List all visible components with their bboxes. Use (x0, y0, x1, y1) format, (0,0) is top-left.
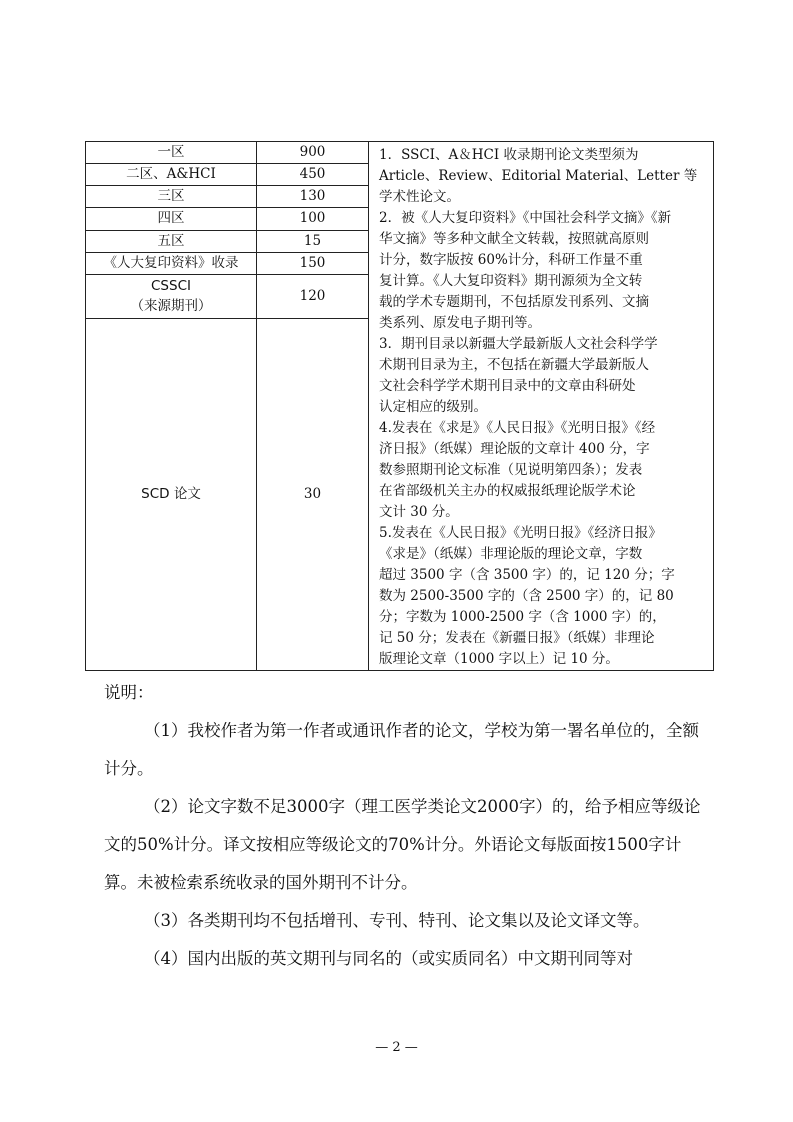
note-5: 5.发表在《人民日报》《光明日报》《经济日报》 《求是》（纸媒）非理论版的理论文章，字数 超过 3500 字（含 3500 字）的，记 120 分；字 数为 2500-3500 字的（含 2500 字）的，记 80 分；字数为 1000-2500 字（含 1000 字）的， 记 50 分；发表在《新疆日报》（纸媒）非理论 版理论文章（1000 字以上）记 10 分。 (379, 525, 675, 667)
score-cell: 15 (257, 230, 369, 252)
score-cell: 450 (257, 164, 369, 186)
explanation-item-1: （1）我校作者为第一作者或通讯作者的论文，学校为第一署名单位的，全额计分。 (104, 721, 699, 778)
score-cell: 120 (257, 274, 369, 318)
category-cell: 三区 (86, 186, 257, 208)
note-4: 4.发表在《求是》《人民日报》《光明日报》《经 济日报》（纸媒）理论版的文章计 400 分，字 数参照期刊论文标准（见说明第四条）；发表 在省部级机关主办的权威报纸理论版学术论 文计 30 分。 (379, 420, 656, 520)
explanation-item-2: （2）论文字数不足3000字（理工医学类论文2000字）的，给予相应等级论文的50%计分。译文按相应等级论文的70%计分。外语论文每版面按1500字计算。未被检索系统收录的国外期刊不计分。 (104, 797, 701, 892)
score-cell: 130 (257, 186, 369, 208)
score-cell: 150 (257, 252, 369, 274)
page-number: — 2 — (375, 1040, 418, 1055)
explanation-item-4: （4）国内出版的英文期刊与同名的（或实质同名）中文期刊同等对 (144, 949, 633, 968)
category-cell: SCD 论文 (86, 319, 257, 671)
note-3: 3．期刊目录以新疆大学最新版人文社会科学学 术期刊目录为主，不包括在新疆大学最新版人 文社会科学学术期刊目录中的文章由科研处 认定相应的级别。 (379, 336, 658, 415)
explanation-heading: 说明： (104, 683, 154, 702)
note-2: 2．被《人大复印资料》《中国社会科学文摘》《新 华文摘》等多种文献全文转载，按照就高原则 计分，数字版按 60%计分，科研工作量不重 复计算。《人大复印资料》期刊源须为全文转 载的学术专题期刊，不包括原发刊系列、文摘 类系列、原发电子期刊等。 (379, 210, 672, 331)
notes-cell (369, 142, 714, 671)
score-cell: 100 (257, 208, 369, 230)
score-cell: 30 (257, 319, 369, 671)
explanation-item-3: （3）各类期刊均不包括增刊、专刊、特刊、论文集以及论文译文等。 (144, 911, 650, 930)
category-cell: 《人大复印资料》收录 (86, 252, 257, 274)
explanation-section (104, 674, 704, 978)
category-cell: 五区 (86, 230, 257, 252)
category-cell: 一区 (86, 142, 257, 164)
category-cell: 二区、A&HCI (86, 164, 257, 186)
scoring-table (85, 141, 714, 671)
category-cell: CSSCI （来源期刊） (86, 274, 257, 318)
category-cell: 四区 (86, 208, 257, 230)
table-row (86, 142, 714, 164)
note-1: 1．SSCI、A＆HCI 收录期刊论文类型须为 Article、Review、Editorial Material、Letter 等 学术性论文。 (379, 147, 698, 205)
score-cell: 900 (257, 142, 369, 164)
